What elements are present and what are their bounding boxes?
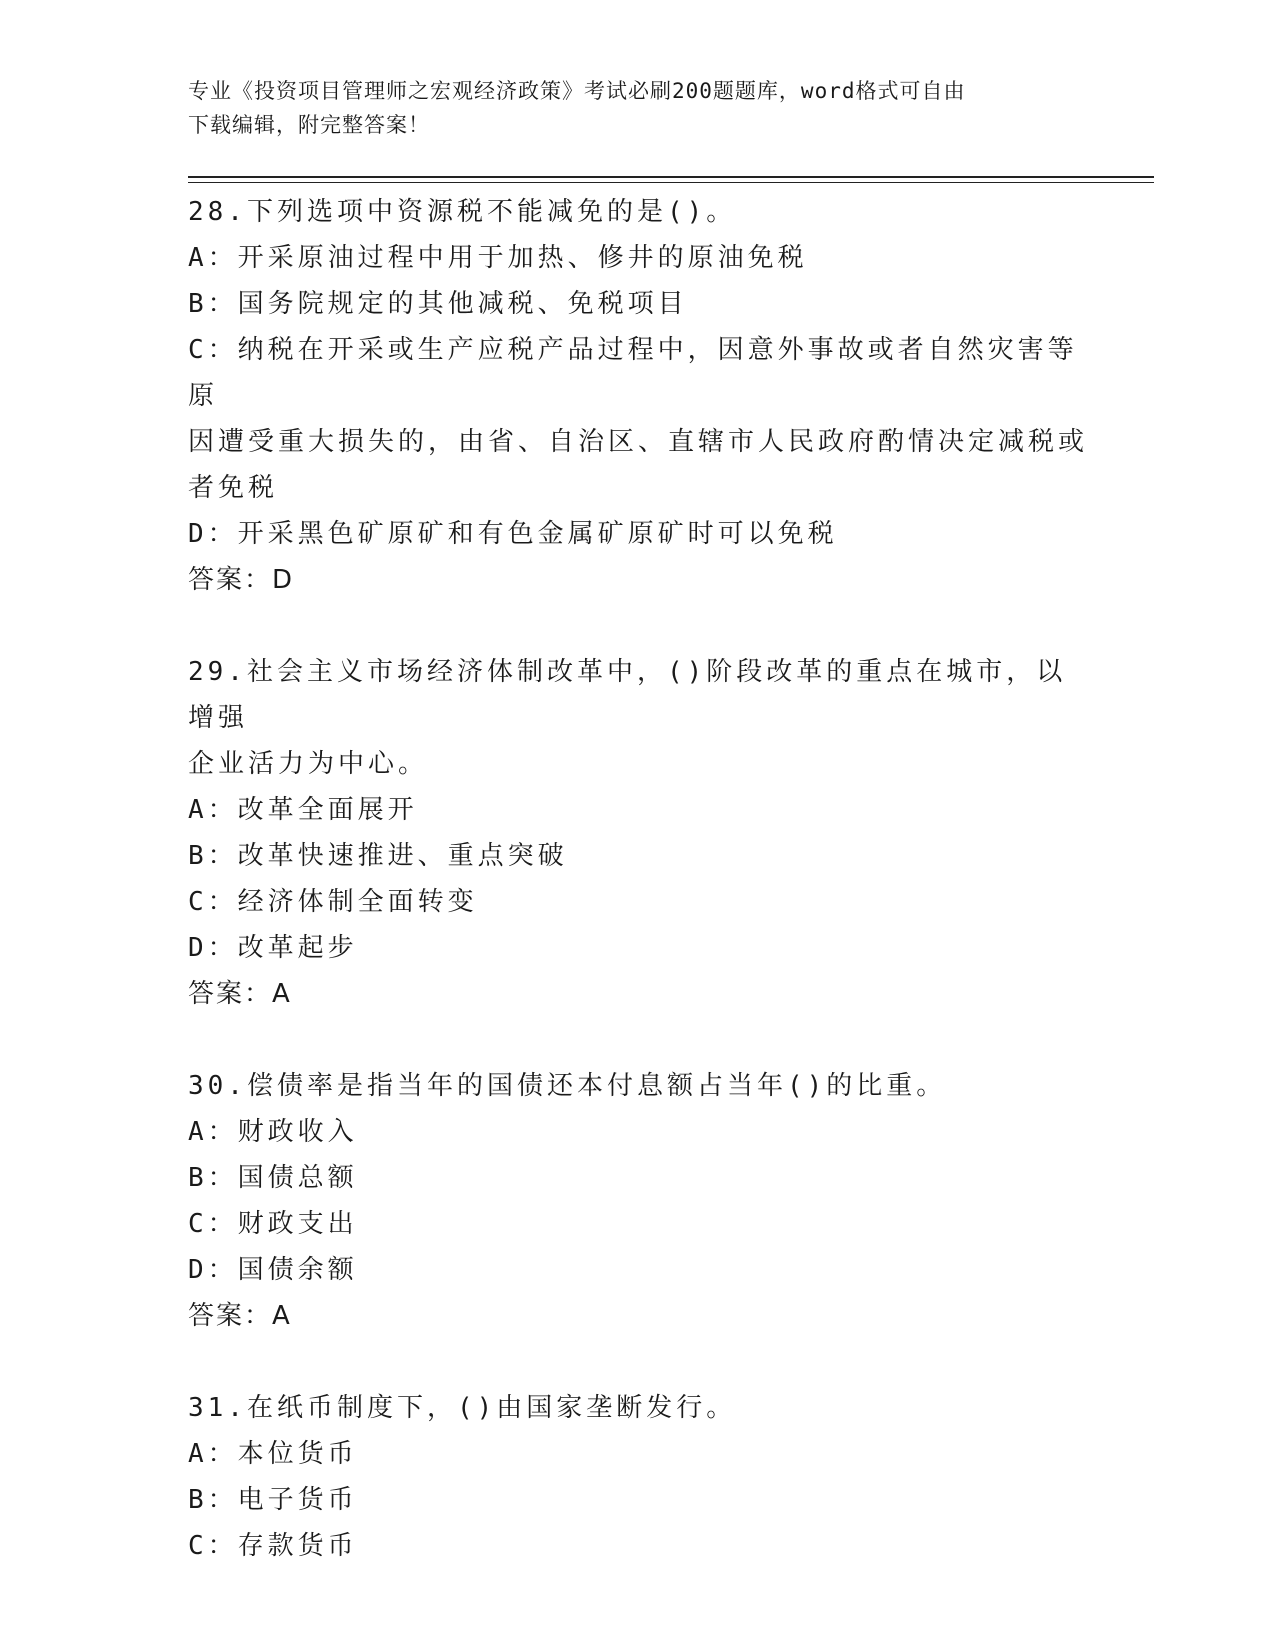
option-b: B：国债总额 <box>188 1163 358 1193</box>
question-stem: 30.偿债率是指当年的国债还本付息额占当年()的比重。 <box>188 1071 947 1101</box>
option-c: C：财政支出 <box>188 1209 358 1239</box>
question-31 <box>188 1385 1088 1569</box>
option-a: A：本位货币 <box>188 1439 358 1469</box>
question-stem: 28.下列选项中资源税不能减免的是()。 <box>188 197 737 227</box>
option-a: A：开采原油过程中用于加热、修井的原油免税 <box>188 243 808 273</box>
question-stem: 29.社会主义市场经济体制改革中，()阶段改革的重点在城市，以增强 <box>188 657 1067 733</box>
header-line-1: 专业《投资项目管理师之宏观经济政策》考试必刷200题题库，word格式可自由 <box>188 79 966 103</box>
header-line-2: 下载编辑，附完整答案！ <box>188 113 430 137</box>
option-d: D：开采黑色矿原矿和有色金属矿原矿时可以免税 <box>188 519 838 549</box>
option-b: B：国务院规定的其他减税、免税项目 <box>188 289 688 319</box>
question-30 <box>188 1063 1088 1339</box>
answer-label: 答案：A <box>188 1301 292 1331</box>
question-29 <box>188 649 1088 1017</box>
option-d: D：国债余额 <box>188 1255 358 1285</box>
question-stem-continued: 企业活力为中心。 <box>188 749 429 779</box>
question-28 <box>188 189 1088 603</box>
question-list <box>188 189 1088 1615</box>
answer-label: 答案：A <box>188 979 292 1009</box>
document-header <box>188 74 1088 142</box>
header-rule-thick <box>188 176 1154 178</box>
question-stem: 31.在纸币制度下，()由国家垄断发行。 <box>188 1393 737 1423</box>
option-c: C：纳税在开采或生产应税产品过程中，因意外事故或者自然灾害等原 <box>188 335 1078 411</box>
option-b: B：改革快速推进、重点突破 <box>188 841 568 871</box>
option-c: C：存款货币 <box>188 1531 358 1561</box>
option-d: D：改革起步 <box>188 933 358 963</box>
option-a: A：改革全面展开 <box>188 795 418 825</box>
option-c: C：经济体制全面转变 <box>188 887 478 917</box>
option-c-continued: 者免税 <box>188 473 279 503</box>
option-a: A：财政收入 <box>188 1117 358 1147</box>
header-rule-thin <box>188 182 1154 183</box>
option-c-continued: 因遭受重大损失的，由省、自治区、直辖市人民政府酌情决定减税或 <box>188 427 1089 457</box>
option-b: B：电子货币 <box>188 1485 358 1515</box>
answer-label: 答案：D <box>188 565 295 595</box>
